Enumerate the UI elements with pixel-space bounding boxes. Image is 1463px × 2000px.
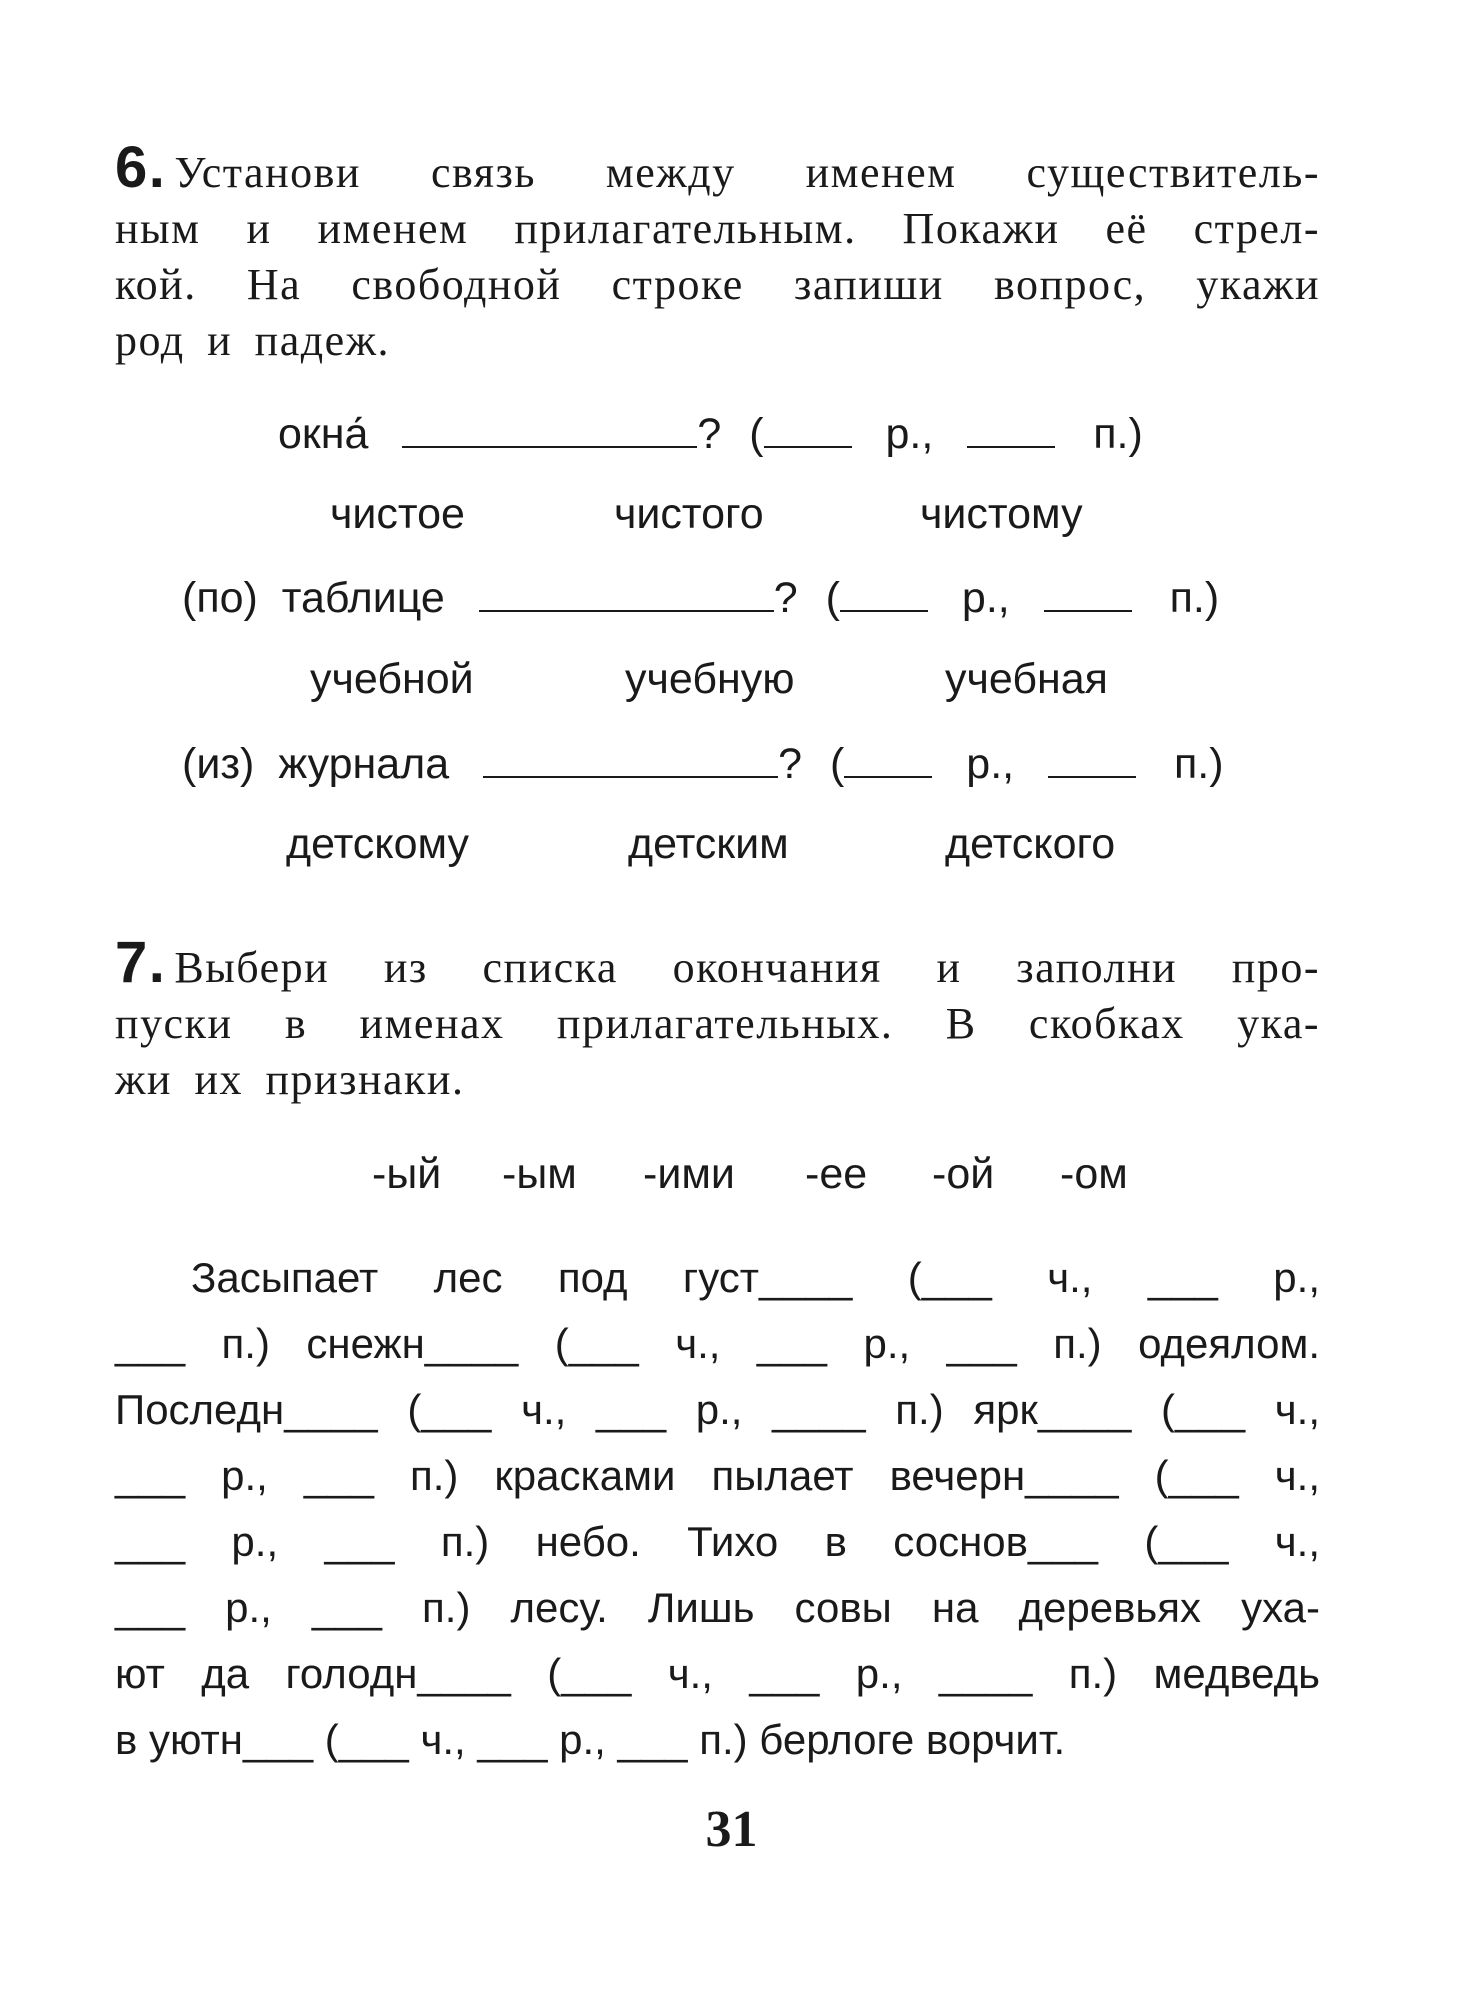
adjective-option[interactable]: учебной bbox=[310, 655, 474, 703]
gender-blank[interactable] bbox=[844, 738, 932, 778]
task-6-row bbox=[278, 408, 1143, 459]
text-line: ___ р., ___ п.) красками пылает вечерн____ (___ ч., bbox=[115, 1452, 1320, 1499]
question-blank[interactable] bbox=[479, 572, 774, 612]
task-6-instruction-line: ным и именем прилагательным. Покажи её стрел- bbox=[115, 204, 1320, 253]
task-7-instruction-line: жи их признаки. bbox=[115, 1055, 465, 1104]
task-7-instruction-line: пуски в именах прилагательных. В скобках ука- bbox=[115, 999, 1320, 1048]
question-mark: ? bbox=[778, 740, 803, 788]
open-paren: ( bbox=[749, 410, 764, 458]
ending-option[interactable]: -ый bbox=[372, 1150, 442, 1198]
gender-blank[interactable] bbox=[840, 572, 928, 612]
question-blank[interactable] bbox=[483, 738, 778, 778]
text-line: ___ п.) снежн____ (___ ч., ___ р., ___ п.) одеялом. bbox=[115, 1320, 1320, 1367]
task-7-text bbox=[115, 1245, 1320, 1773]
case-label: п.) bbox=[1169, 574, 1220, 622]
case-label: п.) bbox=[1093, 410, 1143, 458]
task-7-number: 7. bbox=[115, 930, 167, 995]
question-mark: ? bbox=[773, 574, 798, 622]
case-label: п.) bbox=[1174, 740, 1224, 788]
page-number: 31 bbox=[705, 1801, 758, 1858]
text-line: ___ р., ___ п.) лесу. Лишь совы на деревьях уха- bbox=[115, 1584, 1320, 1631]
text-line: Последн____ (___ ч., ___ р., ____ п.) ярк____ (___ ч., bbox=[115, 1386, 1320, 1433]
task-6-instruction-line: род и падеж. bbox=[115, 316, 391, 365]
text-line: ___ р., ___ п.) небо. Тихо в соснов___ (___ ч., bbox=[115, 1518, 1320, 1565]
text-line: Засыпает лес под густ____ (___ ч., ___ р., bbox=[191, 1254, 1320, 1301]
task-6-instruction bbox=[115, 135, 1320, 369]
task-6-number: 6. bbox=[115, 135, 167, 200]
case-blank[interactable] bbox=[967, 408, 1055, 448]
ending-option[interactable]: -ым bbox=[502, 1150, 577, 1198]
noun: окна́ bbox=[278, 410, 369, 458]
preposition: (из) bbox=[182, 740, 255, 788]
adjective-option[interactable]: учебная bbox=[945, 655, 1108, 703]
gender-label: р., bbox=[966, 740, 1015, 788]
open-paren: ( bbox=[825, 574, 840, 622]
question-blank[interactable] bbox=[402, 408, 697, 448]
noun: таблице bbox=[281, 574, 445, 622]
text-line: ют да голодн____ (___ ч., ___ р., ____ п.) медведь bbox=[115, 1650, 1320, 1697]
ending-option[interactable]: -ими bbox=[643, 1150, 735, 1198]
adjective-option[interactable]: детскому bbox=[286, 820, 470, 868]
task-6-instruction-line: Установи связь между именем существитель- bbox=[174, 148, 1320, 197]
adjective-option[interactable]: учебную bbox=[625, 655, 795, 703]
task-6-row bbox=[182, 572, 1219, 623]
ending-option[interactable]: -ее bbox=[805, 1150, 868, 1198]
case-blank[interactable] bbox=[1048, 738, 1136, 778]
task-6-instruction-line: кой. На свободной строке запиши вопрос, укажи bbox=[115, 260, 1320, 309]
gender-label: р., bbox=[885, 410, 934, 458]
adjective-option[interactable]: чистого bbox=[614, 490, 764, 538]
task-7-instruction-line: Выбери из списка окончания и заполни про- bbox=[174, 943, 1320, 992]
preposition: (по) bbox=[182, 574, 258, 622]
adjective-option[interactable]: детским bbox=[628, 820, 789, 868]
adjective-option[interactable]: чистому bbox=[920, 490, 1083, 538]
case-blank[interactable] bbox=[1044, 572, 1132, 612]
open-paren: ( bbox=[830, 740, 845, 788]
task-6-row bbox=[182, 738, 1224, 789]
gender-label: р., bbox=[961, 574, 1010, 622]
text-line: в уютн___ (___ ч., ___ р., ___ п.) берлоге ворчит. bbox=[115, 1716, 1066, 1763]
noun: журнала bbox=[278, 740, 450, 788]
ending-option[interactable]: -ой bbox=[932, 1150, 995, 1198]
question-mark: ? bbox=[697, 410, 722, 458]
ending-option[interactable]: -ом bbox=[1060, 1150, 1128, 1198]
adjective-option[interactable]: чистое bbox=[330, 490, 465, 538]
task-7-instruction bbox=[115, 930, 1320, 1108]
gender-blank[interactable] bbox=[764, 408, 852, 448]
adjective-option[interactable]: детского bbox=[945, 820, 1116, 868]
